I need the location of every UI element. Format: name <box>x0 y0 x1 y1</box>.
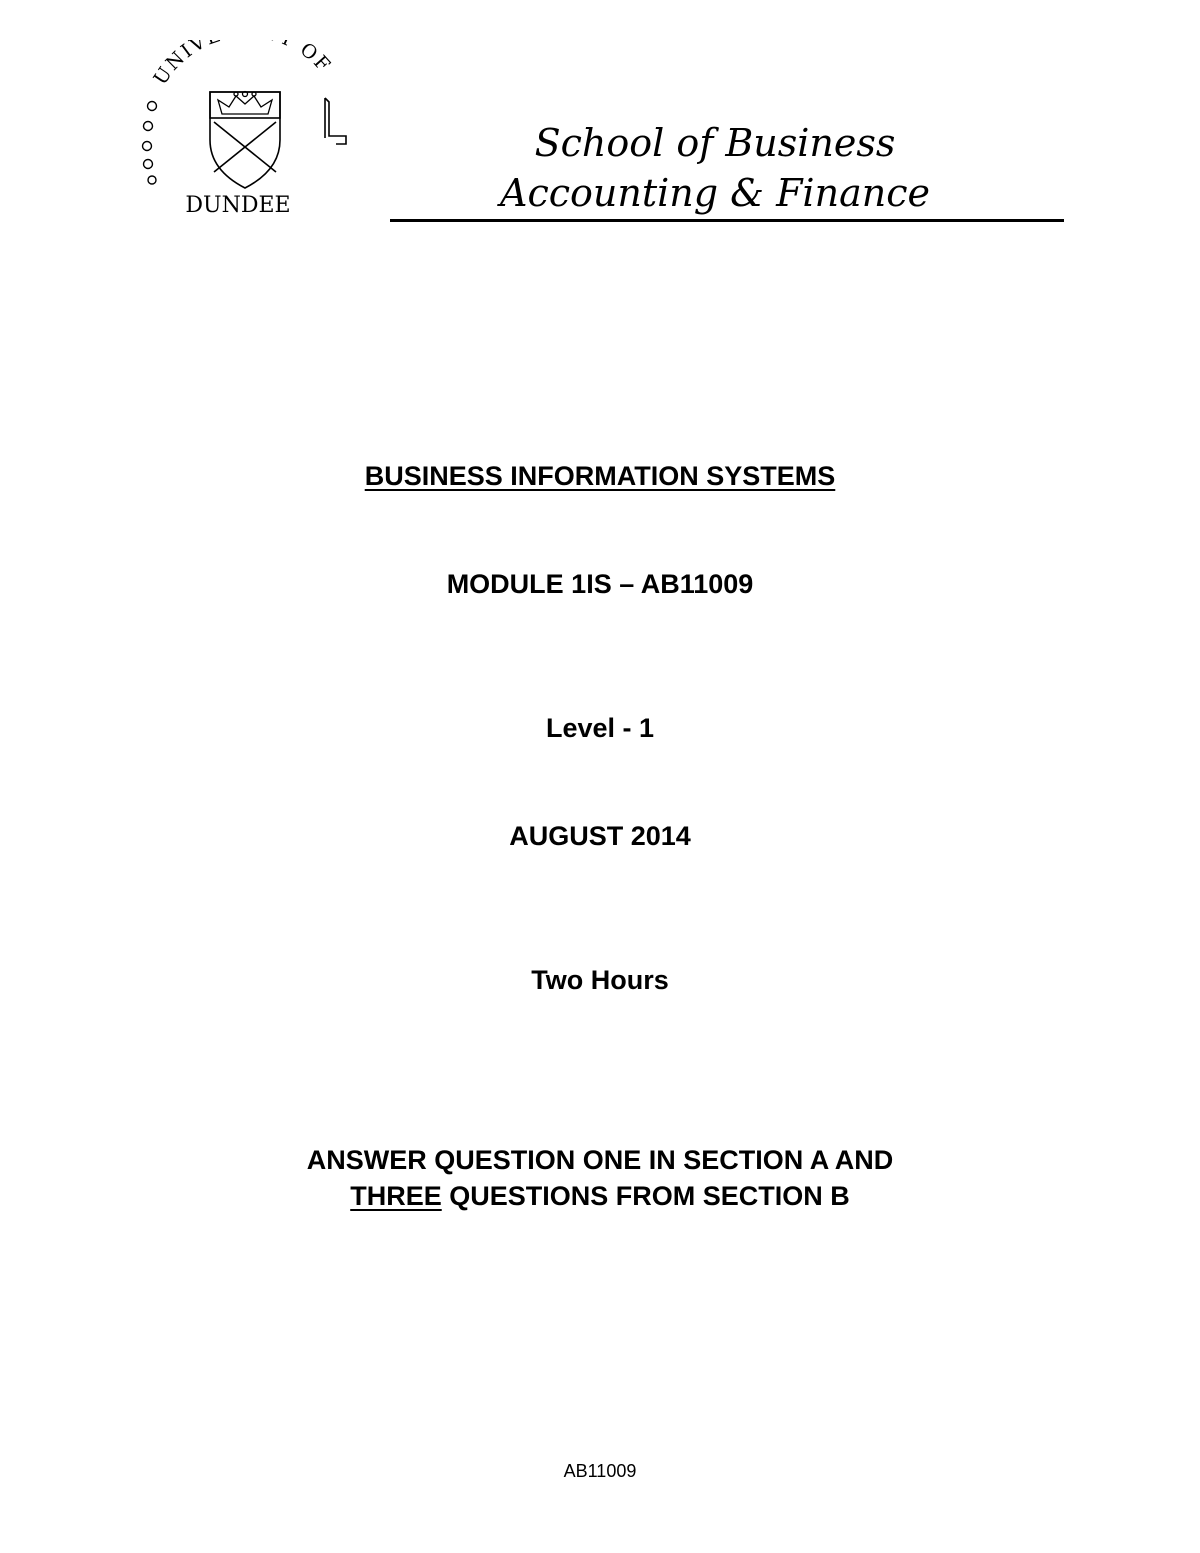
logo-dots <box>143 102 157 185</box>
instruction-line-1: ANSWER QUESTION ONE IN SECTION A AND <box>306 1145 894 1175</box>
footer-module-code: AB11009 <box>563 1461 637 1481</box>
exam-date: AUGUST 2014 <box>509 821 691 851</box>
school-name-line2: Accounting & Finance <box>500 171 930 215</box>
university-logo <box>130 40 370 220</box>
level: Level - 1 <box>545 713 655 743</box>
exam-duration: Two Hours <box>531 965 669 995</box>
lily-mark-icon <box>325 98 346 144</box>
logo-arc-text: UNIV OF <box>149 40 336 89</box>
instruction-emphasis: THREE <box>350 1181 442 1211</box>
logo-name: DUNDEE <box>185 193 291 218</box>
school-name-line1: School of Business <box>534 121 896 165</box>
header-divider <box>390 219 1064 222</box>
instruction-rest: QUESTIONS FROM SECTION B <box>441 1181 850 1211</box>
course-title: BUSINESS INFORMATION SYSTEMS <box>364 461 836 491</box>
crown-icon <box>218 92 272 115</box>
instruction-line-2 <box>0 1180 1200 1212</box>
module-code: MODULE 1IS – AB11009 <box>446 569 754 599</box>
